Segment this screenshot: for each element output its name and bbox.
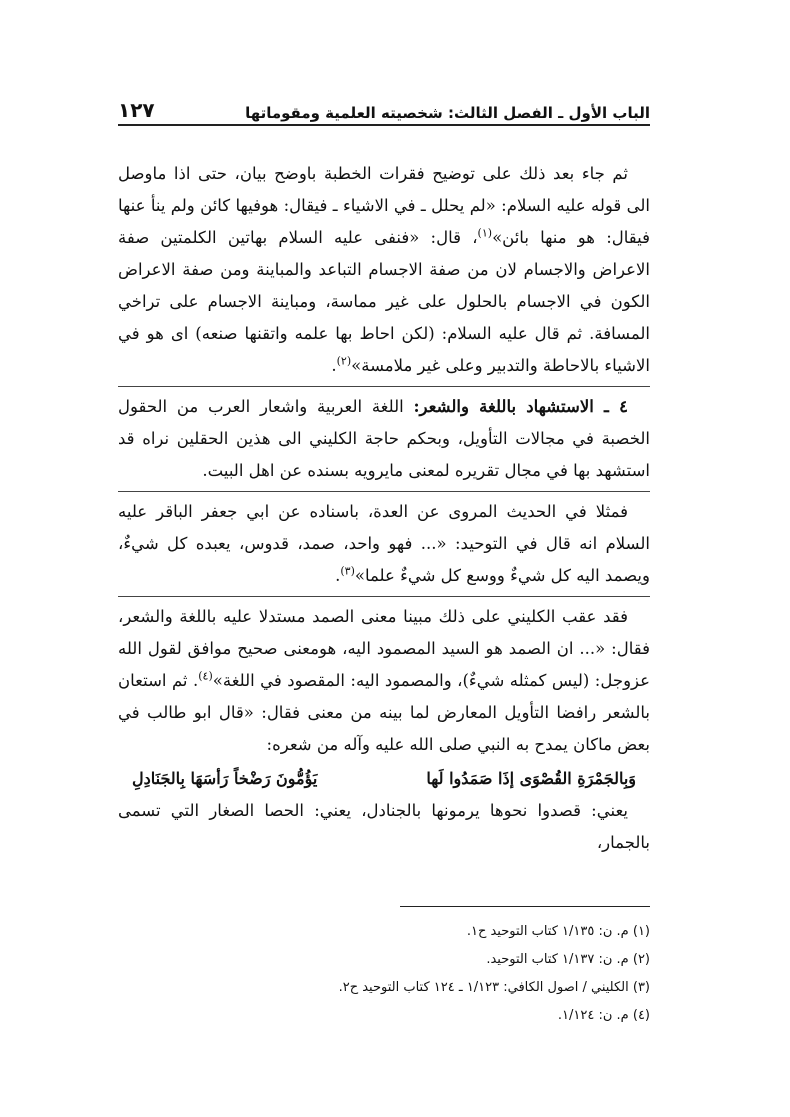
paragraph-text: ثم جاء بعد ذلك على توضيح فقرات الخطبة باوضح بيان، حتى اذا ماوصل الى قوله عليه السلام: «لم يحلل ـ في الاشياء ـ فيقال: هوفيها كائن ولم ينأ عنها فيقال: هو منها بائن»	[118, 164, 650, 247]
running-title: الباب الأول ـ الفصل الثالث: شخصيته العلمية ومقوماتها	[245, 104, 650, 122]
paragraph-2	[118, 386, 650, 487]
footnote-rule	[400, 906, 650, 907]
paragraph-4	[118, 596, 650, 761]
paragraph-3	[118, 491, 650, 592]
paragraph-text: فقد عقب الكليني على ذلك مبينا معنى الصمد مستدلا عليه باللغة والشعر، فقال: «... ان الصمد هو السيد المصمود اليه، هومعنى صحيح موافق لقول الله عزوجل: (ليس كمثله شيءٌ)، والمصمود اليه: المقصود في اللغة»	[118, 607, 650, 690]
paragraph-text: اللغة العربية واشعار العرب من الحقول الخصبة في مجالات التأويل، وبحكم حاجة الكليني الى هذين الحقلين نراه قد استشهد بها في مجال تقريره لمعنى مايرويه بسنده عن اهل البيت.	[118, 397, 650, 480]
body-text	[118, 158, 650, 861]
paragraph-text: فمثلا في الحديث المروى عن العدة، باسناده عن ابي جعفر الباقر عليه السلام انه قال في التوحيد: «... فهو واحد، صمد، قدوس، يعبده كل شيءٌ، ويصمد اليه كل شيءٌ ووسع كل شيءٌ علما»	[118, 502, 650, 585]
footnote-3: (٣) الكليني / اصول الكافي: ١/١٢٣ ـ ١٢٤ كتاب التوحيد ح٢.	[338, 980, 650, 995]
footnote-ref-3: (٣)	[340, 564, 355, 578]
paragraph-text: ، قال: «فنفى عليه السلام بهاتين الكلمتين صفة الاعراض والاجسام لان من صفة الاجسام التباعد والمباينة ومن صفة الاعراض الكون في الاجسام بالحلول على غير مماسة، ومباينة الاجسام على تراخي المسافة. ثم قال عليه السلام: (لكن احاط بها علمه واتقنها صنعه) اى هو في الاشياء بالاحاطة والتدبير وعلى غير ملامسة»	[118, 228, 650, 375]
page-number: ١٢٧	[118, 98, 155, 122]
footnote-ref-1: (١)	[477, 226, 493, 240]
footnotes	[300, 918, 650, 1030]
footnote-2: (٢) م. ن: ١/١٣٧ كتاب التوحيد.	[486, 952, 650, 967]
footnote-ref-4: (٤)	[198, 669, 213, 683]
header-rule	[118, 124, 650, 126]
section-heading: ٤ ـ الاستشهاد باللغة والشعر:	[413, 397, 628, 416]
verse-first-hemistich: وَبِالجَمْرَةِ القُصْوَى إذَا صَمَدُوا لَها	[426, 769, 636, 788]
paragraph-1	[118, 158, 650, 382]
paragraph-text: . ثم استعان بالشعر رافضا التأويل المعارض لما بينه من معنى فقال: «قال ابو طالب في بعض ماكان يمدح به النبي صلى الله عليه وآله من شعره:	[118, 671, 650, 754]
footnote-ref-2: (٢)	[336, 354, 352, 368]
paragraph-tail: .	[331, 356, 337, 375]
closing-paragraph: يعني: قصدوا نحوها يرمونها بالجنادل، يعني: الحصا الصغار التي تسمى بالجمار،	[118, 801, 650, 852]
footnote-4: (٤) م. ن: ١/١٢٤.	[557, 1008, 650, 1023]
verse-second-hemistich: يَؤُمُّونَ رَضْخاً رَأسَهَا بِالجَنَادِلِ	[132, 769, 318, 788]
page-header	[118, 88, 650, 122]
paragraph-tail: .	[335, 566, 341, 585]
poetry-verse	[118, 763, 650, 795]
footnote-1: (١) م. ن: ١/١٣٥ كتاب التوحيد ح١.	[466, 924, 650, 939]
